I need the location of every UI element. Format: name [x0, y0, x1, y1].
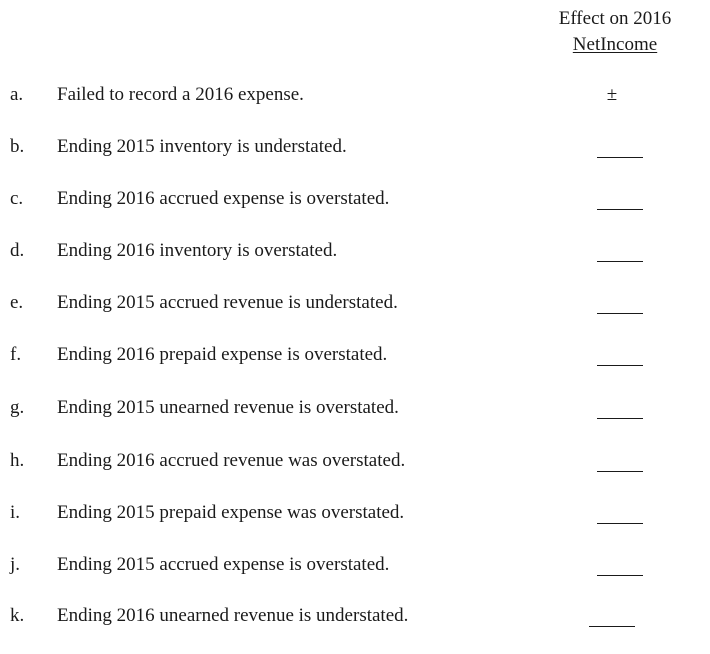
- blank-line: [597, 461, 643, 472]
- column-header: [540, 6, 690, 58]
- answer-blank[interactable]: [597, 290, 645, 316]
- list-item: [0, 82, 710, 108]
- blank-line: [597, 513, 643, 524]
- list-item: [0, 238, 710, 264]
- answer-blank[interactable]: [597, 186, 645, 212]
- item-description: Ending 2015 prepaid expense was overstated.: [57, 502, 405, 523]
- answer-value: ±: [606, 84, 618, 105]
- blank-line: [589, 616, 635, 627]
- list-item: [0, 552, 710, 578]
- list-item: [0, 186, 710, 212]
- list-item: [0, 290, 710, 316]
- item-description: Ending 2016 accrued expense is overstated.: [57, 188, 390, 209]
- item-description: Ending 2015 accrued expense is overstated.: [57, 554, 390, 575]
- answer-blank[interactable]: [597, 552, 645, 578]
- blank-line: [597, 565, 643, 576]
- blank-line: [597, 251, 643, 262]
- answer-blank[interactable]: [597, 342, 645, 368]
- item-letter: g.: [10, 397, 25, 418]
- item-letter: i.: [10, 502, 21, 523]
- item-description: Ending 2016 unearned revenue is understated.: [57, 605, 409, 626]
- answer-blank[interactable]: [597, 395, 645, 421]
- item-description: Ending 2016 accrued revenue was overstated.: [57, 450, 406, 471]
- answer-blank[interactable]: [597, 134, 645, 160]
- list-item: [0, 448, 710, 474]
- blank-line: [597, 303, 643, 314]
- item-description: Ending 2016 inventory is overstated.: [57, 240, 338, 261]
- item-letter: e.: [10, 292, 24, 313]
- answer-blank[interactable]: [597, 448, 645, 474]
- column-header-line2: NetIncome: [572, 34, 658, 55]
- blank-line: [597, 408, 643, 419]
- item-description: Ending 2015 inventory is understated.: [57, 136, 347, 157]
- item-description: Ending 2016 prepaid expense is overstated.: [57, 344, 388, 365]
- blank-line: [597, 199, 643, 210]
- item-letter: a.: [10, 84, 24, 105]
- item-description: Ending 2015 accrued revenue is understated.: [57, 292, 398, 313]
- column-header-line1: Effect on 2016: [558, 8, 672, 29]
- item-letter: k.: [10, 605, 25, 626]
- list-item: [0, 603, 710, 629]
- answer-blank[interactable]: [597, 500, 645, 526]
- list-item: [0, 342, 710, 368]
- item-description: Ending 2015 unearned revenue is overstated.: [57, 397, 399, 418]
- list-item: [0, 500, 710, 526]
- item-description: Failed to record a 2016 expense.: [57, 84, 304, 105]
- item-letter: c.: [10, 188, 24, 209]
- item-letter: f.: [10, 344, 22, 365]
- answer-blank[interactable]: [597, 238, 645, 264]
- item-letter: h.: [10, 450, 25, 471]
- answer-cell[interactable]: [597, 82, 645, 108]
- blank-line: [597, 355, 643, 366]
- item-letter: b.: [10, 136, 25, 157]
- list-item: [0, 395, 710, 421]
- item-letter: d.: [10, 240, 25, 261]
- blank-line: [597, 147, 643, 158]
- item-letter: j.: [10, 554, 21, 575]
- answer-blank[interactable]: [589, 603, 637, 629]
- list-item: [0, 134, 710, 160]
